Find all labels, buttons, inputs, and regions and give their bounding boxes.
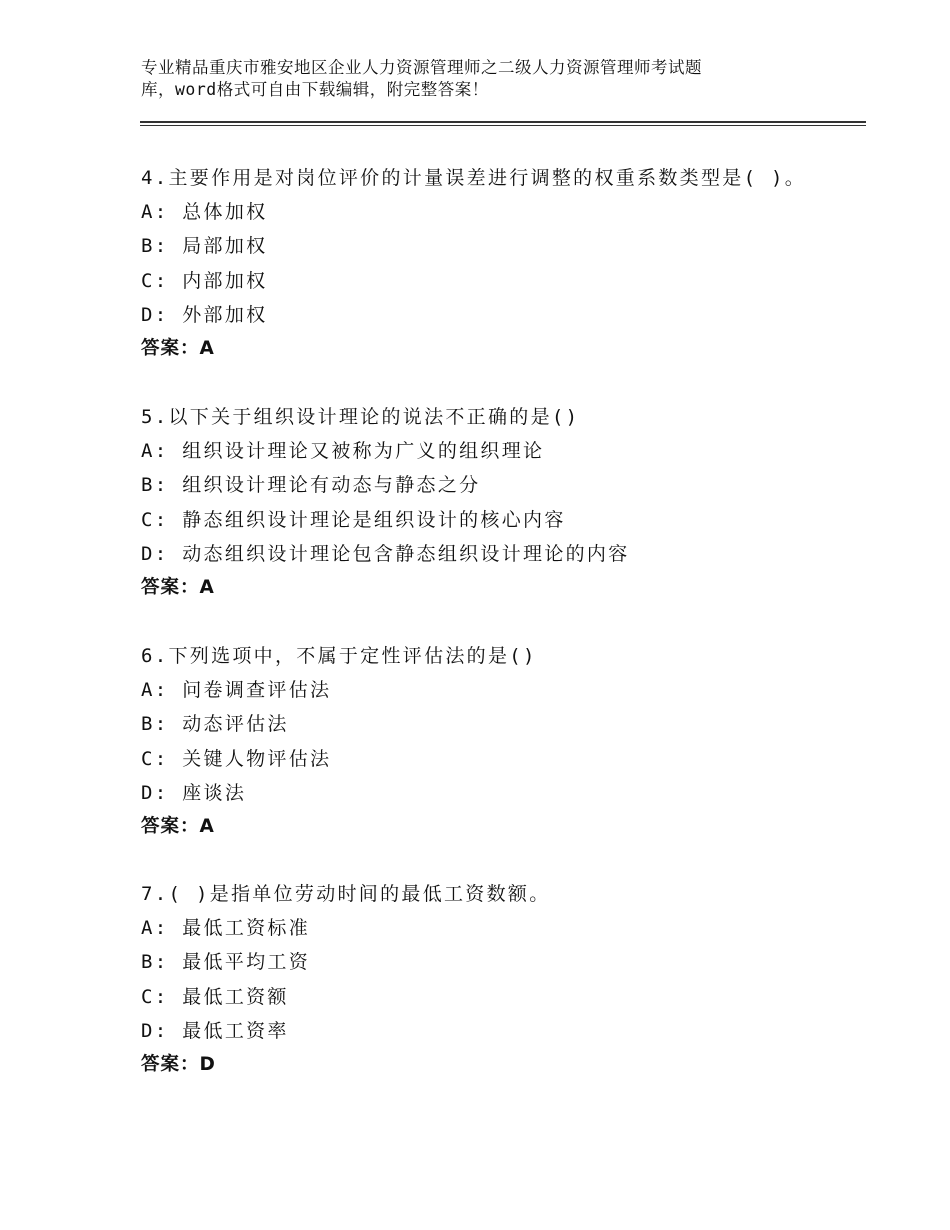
option-d: D: 外部加权 <box>141 303 268 326</box>
question-7 <box>141 877 841 1082</box>
option-c: C: 静态组织设计理论是组织设计的核心内容 <box>141 508 566 531</box>
question-stem: 5.以下关于组织设计理论的说法不正确的是() <box>141 406 580 428</box>
option-a: A: 问卷调查评估法 <box>141 679 332 702</box>
option-a: A: 组织设计理论又被称为广义的组织理论 <box>141 440 545 463</box>
question-stem: 4.主要作用是对岗位评价的计量误差进行调整的权重系数类型是( )。 <box>141 167 807 189</box>
answer-line: 答案：A <box>141 337 215 359</box>
question-stem: 6.下列选项中，不属于定性评估法的是() <box>141 645 537 667</box>
header-line-2: 库，word格式可自由下载编辑，附完整答案！ <box>141 80 489 99</box>
header-divider-thick <box>140 121 866 123</box>
option-a: A: 最低工资标准 <box>141 917 311 940</box>
question-stem: 7.( )是指单位劳动时间的最低工资数额。 <box>141 883 551 905</box>
question-4 <box>141 161 841 366</box>
option-c: C: 最低工资额 <box>141 985 289 1008</box>
document-header <box>141 57 841 101</box>
header-line-1: 专业精品重庆市雅安地区企业人力资源管理师之二级人力资源管理师考试题 <box>141 58 702 77</box>
answer-line: 答案：A <box>141 815 215 837</box>
option-a: A: 总体加权 <box>141 201 268 224</box>
option-c: C: 内部加权 <box>141 269 268 292</box>
option-d: D: 动态组织设计理论包含静态组织设计理论的内容 <box>141 542 630 565</box>
option-b: B: 最低平均工资 <box>141 951 311 974</box>
question-6 <box>141 639 841 844</box>
option-d: D: 座谈法 <box>141 781 247 804</box>
option-b: B: 动态评估法 <box>141 713 289 736</box>
option-c: C: 关键人物评估法 <box>141 747 332 770</box>
header-divider-thin <box>140 125 866 126</box>
answer-line: 答案：D <box>141 1053 216 1075</box>
question-5 <box>141 400 841 605</box>
option-d: D: 最低工资率 <box>141 1019 289 1042</box>
answer-line: 答案：A <box>141 576 215 598</box>
option-b: B: 组织设计理论有动态与静态之分 <box>141 474 481 497</box>
option-b: B: 局部加权 <box>141 235 268 258</box>
